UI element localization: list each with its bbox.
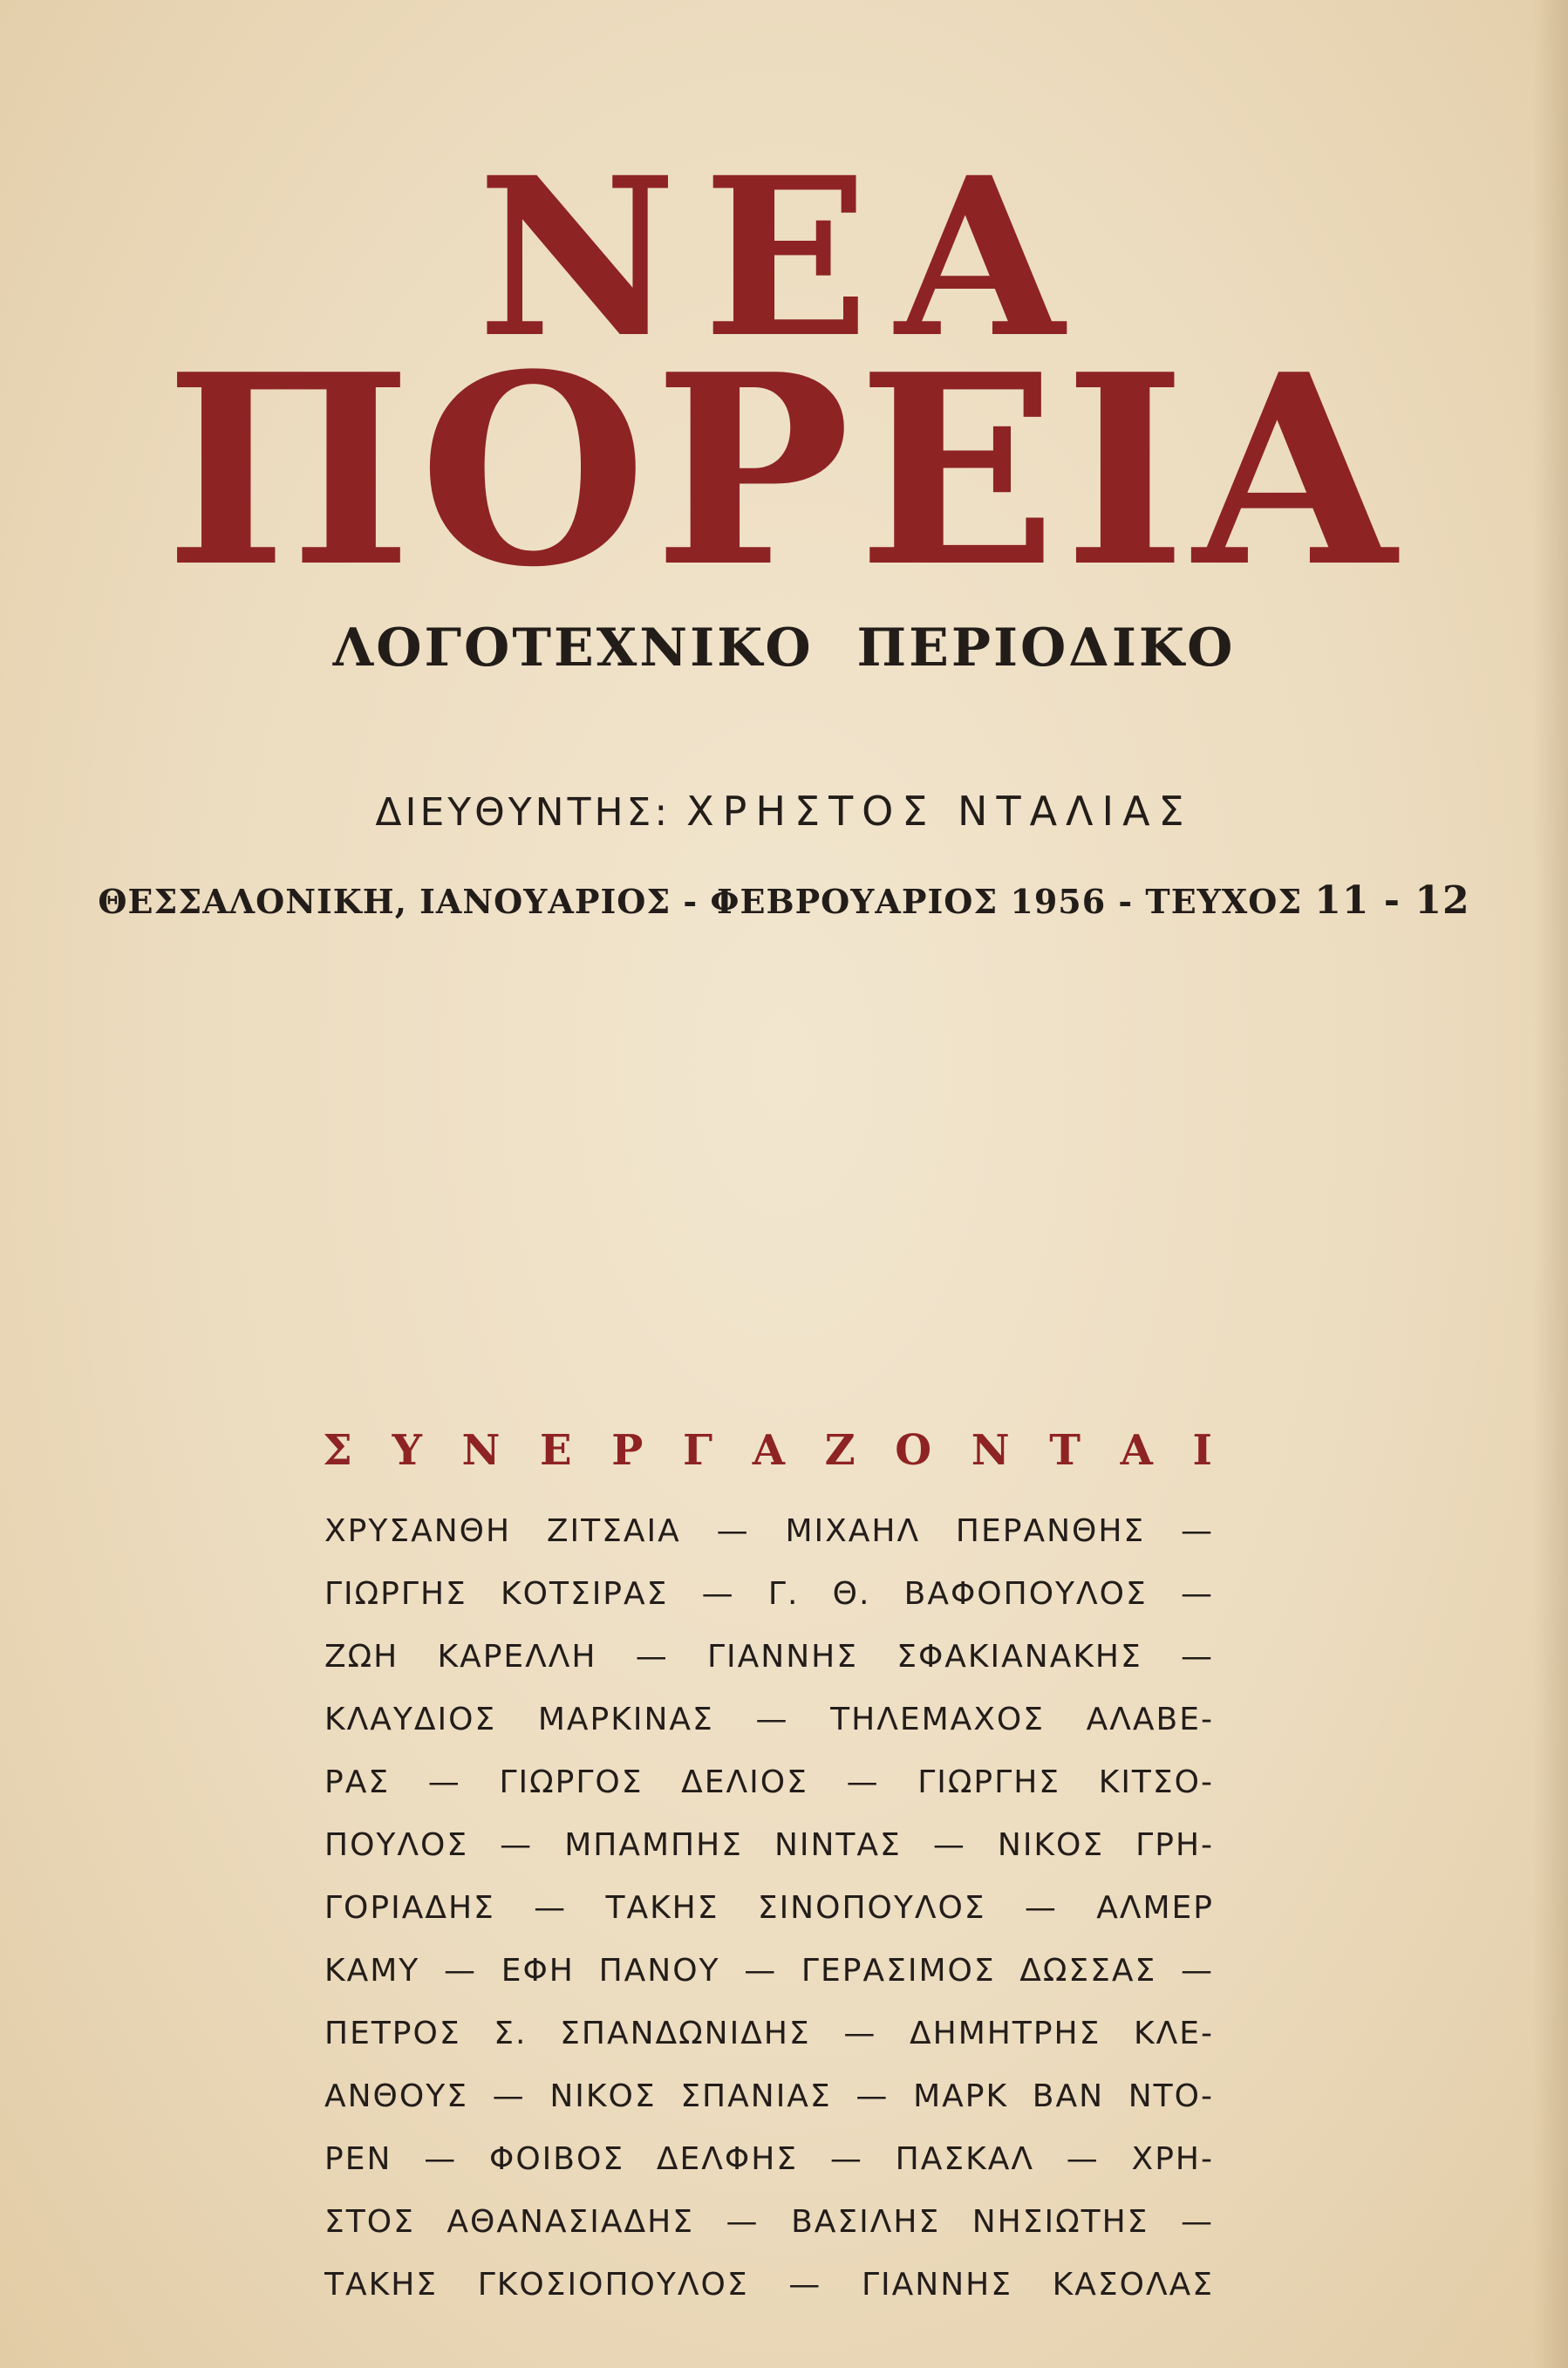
contributors-heading-letter: Α: [1120, 1426, 1153, 1475]
contributors-line: ΧΡΥΣΑΝΘΗ ΖΙΤΣΑΙΑ — ΜΙΧΑΗΛ ΠΕΡΑΝΘΗΣ —: [324, 1513, 1214, 1549]
contributors-heading-letter: Ζ: [824, 1426, 856, 1475]
masthead-title-line-1: ΝΕΑ: [477, 129, 1091, 386]
contributors-line: ΚΑΜΥ — ΕΦΗ ΠΑΝΟΥ — ΓΕΡΑΣΙΜΟΣ ΔΩΣΣΑΣ —: [324, 1953, 1214, 1989]
issue-place-date: ΘΕΣΣΑΛΟΝΙΚΗ, ΙΑΝΟΥΑΡΙΟΣ - ΦΕΒΡΟΥΑΡΙΟΣ 1956 - ΤΕΥΧΟΣ: [98, 882, 1303, 921]
contributors-heading-letter: Τ: [1049, 1426, 1081, 1475]
contributors-heading: [323, 1426, 1212, 1475]
contributors-line: ΚΛΑΥΔΙΟΣ ΜΑΡΚΙΝΑΣ — ΤΗΛΕΜΑΧΟΣ ΑΛΑΒΕ-: [324, 1702, 1214, 1737]
contributors-heading-letter: Ν: [461, 1426, 501, 1475]
contributors-heading-letter: Υ: [392, 1426, 422, 1475]
director-label: ΔΙΕΥΘΥΝΤΗΣ:: [375, 790, 672, 835]
contributors-heading-letter: Γ: [682, 1426, 713, 1475]
contributors-line: ΡΑΣ — ΓΙΩΡΓΟΣ ΔΕΛΙΟΣ — ΓΙΩΡΓΗΣ ΚΙΤΣΟ-: [324, 1764, 1214, 1800]
contributors-line: ΑΝΘΟΥΣ — ΝΙΚΟΣ ΣΠΑΝΙΑΣ — ΜΑΡΚ ΒΑΝ ΝΤΟ-: [324, 2078, 1214, 2114]
contributors-line: ΡΕΝ — ΦΟΙΒΟΣ ΔΕΛΦΗΣ — ΠΑΣΚΑΛ — ΧΡΗ-: [324, 2141, 1214, 2177]
issue-info: [0, 878, 1568, 923]
contributors-heading-letter: Ν: [971, 1426, 1010, 1475]
contributors-heading-letter: Ο: [895, 1426, 932, 1475]
contributors-line: ΖΩΗ ΚΑΡΕΛΛΗ — ΓΙΑΝΝΗΣ ΣΦΑΚΙΑΝΑΚΗΣ —: [324, 1639, 1214, 1675]
contributors-heading-letter: Ε: [540, 1426, 572, 1475]
contributors-line: ΤΑΚΗΣ ΓΚΟΣΙΟΠΟΥΛΟΣ — ΓΙΑΝΝΗΣ ΚΑΣΟΛΑΣ: [324, 2267, 1214, 2303]
magazine-subtitle: ΛΟΓΟΤΕΧΝΙΚΟ ΠΕΡΙΟΔΙΚΟ: [332, 618, 1236, 679]
contributors-heading-letter: Α: [752, 1426, 785, 1475]
contributors-line: ΓΙΩΡΓΗΣ ΚΟΤΣΙΡΑΣ — Γ. Θ. ΒΑΦΟΠΟΥΛΟΣ —: [324, 1576, 1214, 1612]
masthead-title-line-2: ΠΟΡΕΙΑ: [165, 317, 1403, 624]
issue-number: 11 - 12: [1314, 878, 1470, 923]
contributors-line: ΠΟΥΛΟΣ — ΜΠΑΜΠΗΣ ΝΙΝΤΑΣ — ΝΙΚΟΣ ΓΡΗ-: [324, 1827, 1214, 1863]
contributors-list: [324, 1500, 1214, 2317]
contributors-line: ΓΟΡΙΑΔΗΣ — ΤΑΚΗΣ ΣΙΝΟΠΟΥΛΟΣ — ΑΛΜΕΡ: [324, 1890, 1214, 1926]
contributors-line: ΠΕΤΡΟΣ Σ. ΣΠΑΝΔΩΝΙΔΗΣ — ΔΗΜΗΤΡΗΣ ΚΛΕ-: [324, 2016, 1214, 2051]
director-credit: [0, 788, 1568, 835]
director-name: ΧΡΗΣΤΟΣ ΝΤΑΛΙΑΣ: [686, 788, 1193, 835]
contributors-heading-letter: Σ: [323, 1426, 352, 1475]
contributors-line: ΣΤΟΣ ΑΘΑΝΑΣΙΑΔΗΣ — ΒΑΣΙΛΗΣ ΝΗΣΙΩΤΗΣ —: [324, 2204, 1214, 2240]
contributors-heading-letter: Ρ: [611, 1426, 644, 1475]
contributors-heading-letter: Ι: [1192, 1426, 1212, 1475]
